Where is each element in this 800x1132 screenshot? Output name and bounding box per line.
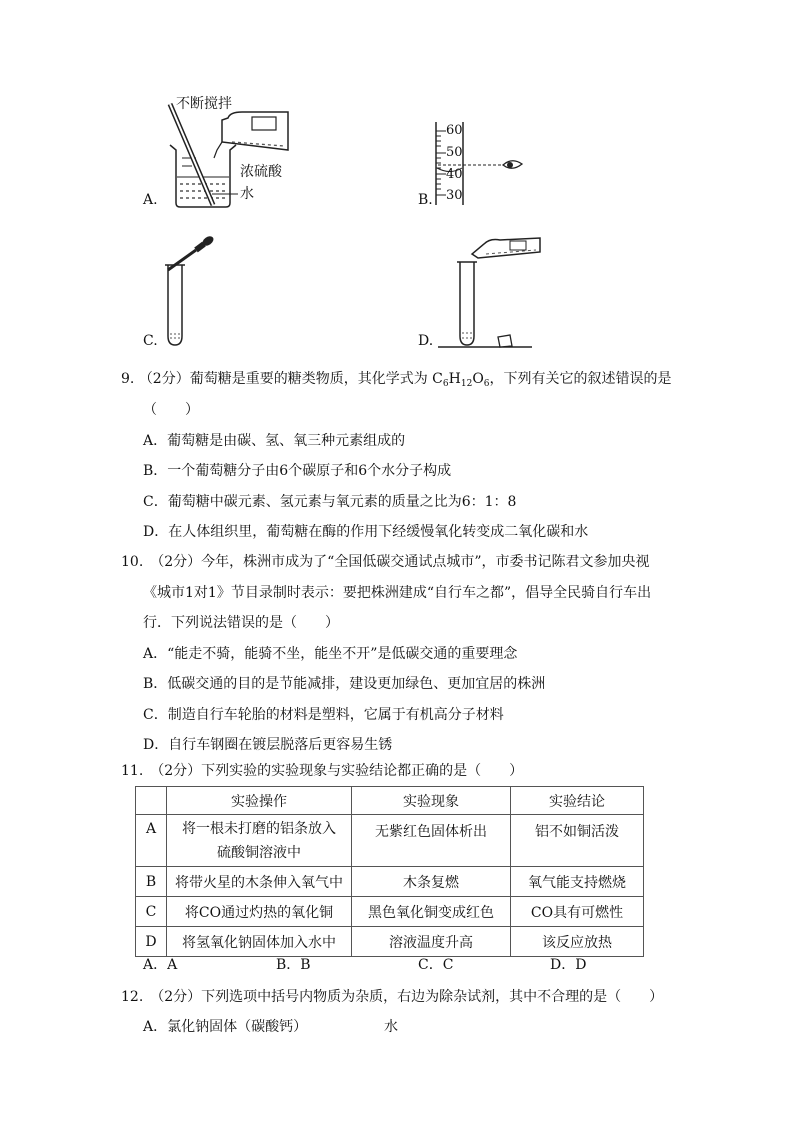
q9-stem [121, 369, 672, 391]
table-row [136, 927, 644, 957]
q10-line-2: 《城市1对1》节目录制时表示：要把株洲建成“自行车之都”，倡导全民骑自行车出 [143, 585, 652, 601]
figure-c-label: C. [143, 333, 158, 349]
q9-formula-h-sub: 12 [460, 379, 473, 389]
q9-formula-c: 6 [442, 379, 449, 389]
figure-d-label: D. [418, 333, 434, 349]
q11-stem: 11. （2分）下列实验的实验现象与实验结论都正确的是（ ） [121, 763, 524, 779]
table-header-cell: 实验结论 [511, 787, 644, 815]
table-cell-key: B [136, 867, 167, 897]
table-header-row [136, 787, 644, 815]
q10-option-d: D．自行车钢圈在镀层脱落后更容易生锈 [143, 737, 393, 753]
q9-option-c: C．葡萄糖中碳元素、氢元素与氧元素的质量之比为6：1：8 [143, 494, 517, 510]
table-cell-operation: 将带火星的木条伸入氧气中 [167, 867, 352, 897]
table-cell-conclusion: CO具有可燃性 [511, 897, 644, 927]
figure-a-water-label: 水 [240, 186, 254, 202]
table-cell-conclusion: 该反应放热 [511, 927, 644, 957]
table-row [136, 897, 644, 927]
table-cell-key: C [136, 897, 167, 927]
table-cell-phenomenon: 溶液温度升高 [352, 927, 511, 957]
q10-line-1: 10. （2分）今年，株洲市成为了“全国低碳交通试点城市”，市委书记陈君文参加央视 [121, 554, 650, 570]
table-header-cell: 实验现象 [352, 787, 511, 815]
q11-answer-a: A．A [143, 957, 178, 973]
q9-score: （2分） [138, 371, 190, 387]
table-cell-operation [167, 815, 352, 867]
figure-b-tick-30: 30 [446, 188, 463, 203]
q9-stem-b: ，下列有关它的叙述错误的是 [489, 371, 672, 387]
q9-formula-o: O [472, 371, 484, 387]
q9-formula-h: H [448, 371, 461, 387]
table-cell-phenomenon: 黑色氧化铜变成红色 [352, 897, 511, 927]
q9-option-b: B．一个葡萄糖分子由6个碳原子和6个水分子构成 [143, 463, 452, 479]
q11-answer-b: B．B [276, 957, 311, 973]
table-row [136, 815, 644, 867]
figure-a-stir-label: 不断搅拌 [176, 96, 232, 112]
table-cell-conclusion: 铝不如铜活泼 [511, 815, 644, 867]
table-cell-operation: 将CO通过灼热的氧化铜 [167, 897, 352, 927]
q10-line-3: 行．下列说法错误的是（ ） [143, 615, 339, 631]
table-row [136, 867, 644, 897]
figure-b-label: B. [418, 192, 433, 208]
q11-answer-c: C．C [418, 957, 454, 973]
table-cell-phenomenon: 无紫红色固体析出 [352, 815, 511, 867]
q11-table [135, 786, 644, 957]
q10-option-c: C．制造自行车轮胎的材料是塑料，它属于有机高分子材料 [143, 707, 504, 723]
figure-a-acid-label: 浓硫酸 [240, 164, 282, 180]
figure-b-tick-60: 60 [446, 123, 463, 138]
table-header-cell: 实验操作 [167, 787, 352, 815]
q12-option-a: A．氯化钠固体（碳酸钙） [143, 1019, 308, 1035]
table-cell-operation: 将氢氧化钠固体加入水中 [167, 927, 352, 957]
table-cell-conclusion: 氧气能支持燃烧 [511, 867, 644, 897]
q10-option-a: A．“能走不骑，能骑不坐，能坐不开”是低碳交通的重要理念 [143, 646, 518, 662]
q11-answer-d: D．D [550, 957, 587, 973]
figure-b-tick-40: 40 [446, 167, 463, 182]
figure-a-label: A. [143, 192, 158, 208]
q9-formula-o-sub: 6 [483, 379, 490, 389]
q10-option-b: B．低碳交通的目的是节能减排，建设更加绿色、更加宜居的株洲 [143, 676, 546, 692]
table-cell-operation-line: 硫酸铜溶液中 [217, 844, 301, 861]
q12-option-a-reagent: 水 [384, 1019, 398, 1035]
table-cell-key: D [136, 927, 167, 957]
q9-stem-a: 葡萄糖是重要的糖类物质，其化学式为 C [189, 371, 443, 387]
q9-paren: （ ） [143, 402, 199, 418]
figure-b-tick-50: 50 [446, 145, 463, 160]
table-cell-operation-line: 将一根未打磨的铝条放入 [182, 820, 336, 837]
q9-option-d: D．在人体组织里，葡萄糖在酶的作用下经缓慢氧化转变成二氧化碳和水 [143, 524, 589, 540]
table-cell-key: A [136, 815, 167, 867]
q12-stem: 12. （2分）下列选项中括号内物质为杂质，右边为除杂试剂，其中不合理的是（ ） [121, 989, 664, 1005]
q9-number: 9. [121, 371, 135, 387]
table-header-cell [136, 787, 167, 815]
table-cell-phenomenon: 木条复燃 [352, 867, 511, 897]
q9-option-a: A．葡萄糖是由碳、氢、氧三种元素组成的 [143, 433, 406, 449]
